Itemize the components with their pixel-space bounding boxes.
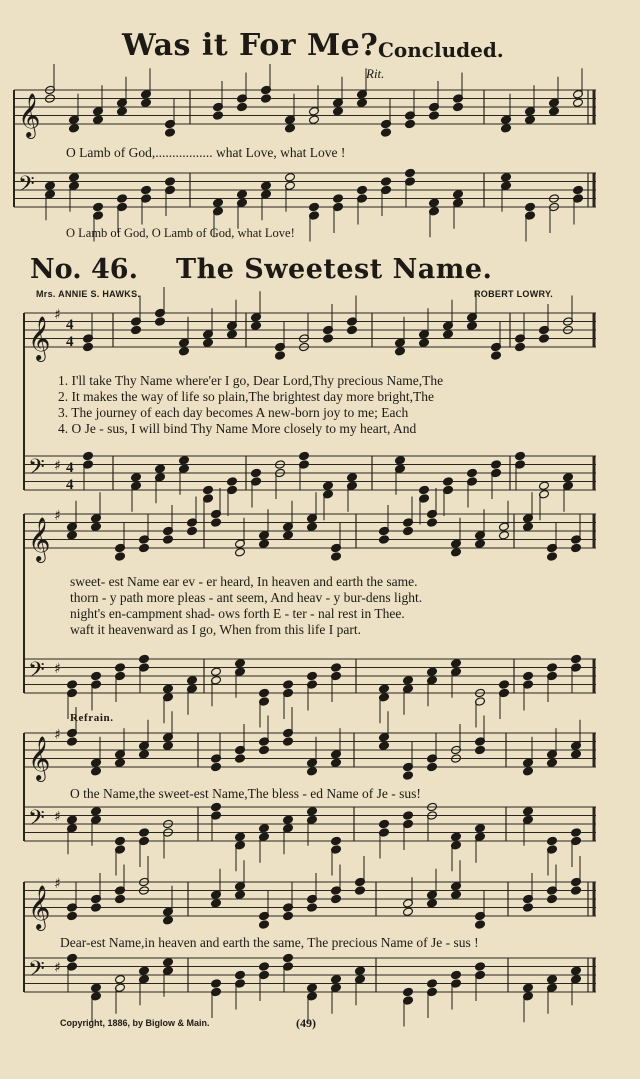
note-head	[427, 667, 438, 677]
note-head	[539, 481, 550, 491]
note-head	[395, 455, 406, 465]
note-head	[67, 953, 78, 963]
note-head	[259, 962, 270, 972]
note-head	[67, 680, 78, 690]
time-signature-top: 4	[66, 460, 74, 476]
note-head	[93, 115, 104, 125]
note-head	[139, 749, 150, 759]
note-head	[131, 472, 142, 482]
treble-clef-icon: 𝄞	[28, 736, 51, 780]
verse-1-line-2: sweet- est Name ear ev - er heard, In heaven and earth the same.	[70, 574, 418, 589]
note-head	[235, 658, 246, 668]
note-head	[165, 128, 176, 138]
note-head	[83, 342, 94, 352]
note-head	[141, 185, 152, 195]
note-head	[235, 890, 246, 900]
key-signature-sharp-icon: ♯	[54, 727, 61, 743]
note-head	[91, 983, 102, 993]
time-signature-bottom: 4	[66, 477, 74, 493]
key-signature-sharp-icon: ♯	[54, 960, 61, 976]
note-head	[451, 547, 462, 557]
note-head	[571, 654, 582, 664]
time-signature-bottom: 4	[66, 334, 74, 350]
note-head	[211, 979, 222, 989]
note-head	[403, 907, 414, 917]
note-head	[547, 663, 558, 673]
note-head	[549, 106, 560, 116]
prev-hymn-status: Concluded.	[378, 38, 504, 62]
note-head	[165, 177, 176, 187]
note-head	[299, 451, 310, 461]
note-head	[285, 172, 296, 182]
note-head	[259, 823, 270, 833]
refrain-line-1: O the Name,the sweet-est Name,The bless - ed Name of Je - sus!	[70, 786, 421, 801]
bass-clef-icon: 𝄢	[28, 806, 45, 836]
note-head	[131, 325, 142, 335]
note-head	[427, 898, 438, 908]
note-head	[283, 530, 294, 540]
key-signature-sharp-icon: ♯	[54, 508, 61, 524]
note-head	[381, 128, 392, 138]
note-head	[451, 658, 462, 668]
note-head	[499, 530, 510, 540]
note-head	[523, 903, 534, 913]
note-head	[163, 957, 174, 967]
prev-lyric-upper: O Lamb of God,................. what Love, what Love !	[66, 145, 346, 160]
bass-clef-icon: 𝄢	[28, 658, 45, 688]
note-head	[91, 766, 102, 776]
note-head	[573, 98, 584, 108]
note-head	[117, 106, 128, 116]
note-head	[427, 979, 438, 989]
note-head	[141, 98, 152, 108]
note-head	[211, 762, 222, 772]
note-head	[429, 111, 440, 121]
note-head	[523, 983, 534, 993]
prev-lyric-lower: O Lamb of God, O Lamb of God, what Love!	[66, 226, 295, 240]
note-head	[467, 321, 478, 331]
note-head	[547, 758, 558, 768]
note-head	[347, 472, 358, 482]
note-head	[283, 815, 294, 825]
note-head	[285, 123, 296, 133]
note-head	[379, 535, 390, 545]
note-head	[115, 974, 126, 984]
note-head	[211, 898, 222, 908]
note-head	[259, 539, 270, 549]
note-head	[475, 920, 486, 930]
note-head	[67, 911, 78, 921]
verse-3-line-1: 3. The journey of each day becomes A new-born joy to me; Each	[58, 405, 409, 420]
note-head	[515, 451, 526, 461]
note-head	[403, 987, 414, 997]
note-head	[403, 771, 414, 781]
note-head	[91, 522, 102, 532]
note-head	[547, 552, 558, 562]
note-head	[309, 115, 320, 125]
note-head	[91, 806, 102, 816]
hymn-title: The Sweetest Name.	[176, 254, 493, 285]
note-head	[67, 530, 78, 540]
copyright-notice: Copyright, 1886, by Biglow & Main.	[60, 1018, 210, 1028]
note-head	[331, 974, 342, 984]
note-head	[307, 522, 318, 532]
note-head	[499, 680, 510, 690]
note-head	[491, 460, 502, 470]
note-head	[115, 758, 126, 768]
note-head	[405, 119, 416, 129]
note-head	[69, 123, 80, 133]
note-head	[403, 526, 414, 536]
note-head	[307, 671, 318, 681]
note-head	[403, 811, 414, 821]
note-head	[115, 894, 126, 904]
note-head	[451, 970, 462, 980]
note-head	[283, 680, 294, 690]
note-head	[251, 468, 262, 478]
note-head	[395, 346, 406, 356]
note-head	[333, 194, 344, 204]
note-head	[355, 966, 366, 976]
note-head	[93, 202, 104, 212]
tempo-mark: Rit.	[366, 66, 385, 81]
note-head	[547, 894, 558, 904]
note-head	[523, 766, 534, 776]
note-head	[115, 552, 126, 562]
verse-3-line-2: night's en-campment shad- ows forth E - ter - nal rest in Thee.	[70, 606, 405, 621]
note-head	[259, 920, 270, 930]
note-head	[261, 181, 272, 191]
note-head	[203, 338, 214, 348]
bass-clef-icon: 𝄢	[28, 957, 45, 987]
note-head	[307, 903, 318, 913]
treble-clef-icon: 𝄞	[28, 885, 51, 929]
note-head	[117, 194, 128, 204]
note-head	[443, 329, 454, 339]
note-head	[515, 342, 526, 352]
note-head	[307, 983, 318, 993]
note-head	[259, 688, 270, 698]
note-head	[275, 351, 286, 361]
time-signature-top: 4	[66, 317, 74, 333]
note-head	[331, 836, 342, 846]
note-head	[475, 745, 486, 755]
note-head	[179, 346, 190, 356]
note-head	[139, 543, 150, 553]
note-head	[115, 836, 126, 846]
note-head	[547, 974, 558, 984]
note-head	[139, 966, 150, 976]
note-head	[491, 351, 502, 361]
refrain-line-2: Dear-est Name,in heaven and earth the same, The precious Name of Je - sus !	[60, 935, 479, 950]
verse-2-line-2: thorn - y path more pleas - ant seem, And heav - y bur-dens light.	[70, 590, 423, 605]
note-head	[259, 745, 270, 755]
note-head	[403, 675, 414, 685]
note-head	[235, 547, 246, 557]
note-head	[357, 98, 368, 108]
note-head	[237, 102, 248, 112]
note-head	[235, 832, 246, 842]
note-head	[331, 552, 342, 562]
page-number: (49)	[296, 1016, 316, 1030]
note-head	[405, 168, 416, 178]
note-head	[323, 334, 334, 344]
note-head	[261, 94, 272, 104]
bass-clef-icon: 𝄢	[28, 455, 45, 485]
prev-hymn-title: Was it For Me?	[122, 28, 379, 63]
note-head	[83, 451, 94, 461]
note-head	[419, 338, 430, 348]
note-head	[381, 177, 392, 187]
note-head	[331, 894, 342, 904]
note-head	[475, 962, 486, 972]
note-head	[429, 198, 440, 208]
note-head	[427, 518, 438, 528]
note-head	[179, 455, 190, 465]
note-head	[467, 468, 478, 478]
note-head	[357, 185, 368, 195]
note-head	[187, 526, 198, 536]
note-head	[211, 667, 222, 677]
note-head	[331, 758, 342, 768]
hymn-composer: ROBERT LOWRY.	[474, 289, 554, 299]
note-head	[523, 522, 534, 532]
verse-1-line-1: 1. I'll take Thy Name where'er I go, Dear Lord,Thy precious Name,The	[58, 373, 444, 388]
note-head	[213, 198, 224, 208]
treble-clef-icon: 𝄞	[18, 93, 41, 137]
key-signature-sharp-icon: ♯	[54, 661, 61, 677]
note-head	[571, 886, 582, 896]
note-head	[203, 485, 214, 495]
note-head	[139, 654, 150, 664]
note-head	[67, 737, 78, 747]
note-head	[571, 966, 582, 976]
note-head	[501, 123, 512, 133]
note-head	[443, 477, 454, 487]
note-head	[573, 185, 584, 195]
key-signature-sharp-icon: ♯	[54, 458, 61, 474]
note-head	[227, 329, 238, 339]
note-head	[523, 806, 534, 816]
note-head	[453, 102, 464, 112]
note-head	[115, 663, 126, 673]
verse-4-line-1: 4. O Je - sus, I will bind Thy Name More closely to my heart, And	[58, 421, 417, 436]
note-head	[539, 334, 550, 344]
treble-clef-icon: 𝄞	[28, 517, 51, 561]
note-head	[163, 741, 174, 751]
note-head	[211, 802, 222, 812]
treble-clef-icon: 𝄞	[28, 316, 51, 360]
note-head	[235, 970, 246, 980]
note-head	[251, 321, 262, 331]
note-head	[283, 953, 294, 963]
note-head	[213, 111, 224, 121]
note-head	[237, 189, 248, 199]
hymn-author: Mrs. ANNIE S. HAWKS.	[36, 289, 141, 299]
note-head	[333, 106, 344, 116]
note-head	[451, 832, 462, 842]
note-head	[419, 485, 430, 495]
note-head	[307, 806, 318, 816]
note-head	[571, 543, 582, 553]
hymn-number: No. 46.	[30, 254, 138, 285]
note-head	[523, 671, 534, 681]
verse-2-line-1: 2. It makes the way of life so plain,The brightest day more bright,The	[58, 389, 435, 404]
note-head	[547, 836, 558, 846]
note-head	[475, 823, 486, 833]
note-head	[453, 189, 464, 199]
note-head	[563, 472, 574, 482]
note-head	[475, 539, 486, 549]
note-head	[163, 684, 174, 694]
note-head	[309, 202, 320, 212]
note-head	[501, 172, 512, 182]
note-head	[307, 766, 318, 776]
note-head	[235, 754, 246, 764]
note-head	[323, 481, 334, 491]
bass-clef-icon: 𝄢	[18, 172, 35, 202]
note-head	[155, 317, 166, 327]
note-head	[571, 749, 582, 759]
note-head	[211, 518, 222, 528]
note-head	[283, 911, 294, 921]
note-head	[67, 815, 78, 825]
note-head	[69, 172, 80, 182]
note-head	[283, 737, 294, 747]
note-head	[163, 915, 174, 925]
note-head	[379, 819, 390, 829]
note-head	[155, 464, 166, 474]
note-head	[427, 762, 438, 772]
note-head	[187, 675, 198, 685]
key-signature-sharp-icon: ♯	[54, 809, 61, 825]
note-head	[347, 325, 358, 335]
refrain-label: Refrain.	[70, 712, 114, 724]
note-head	[525, 115, 536, 125]
key-signature-sharp-icon: ♯	[54, 876, 61, 892]
note-head	[571, 828, 582, 838]
note-head	[451, 890, 462, 900]
note-head	[227, 477, 238, 487]
key-signature-sharp-icon: ♯	[54, 307, 61, 323]
note-head	[91, 903, 102, 913]
note-head	[379, 741, 390, 751]
note-head	[163, 535, 174, 545]
note-head	[139, 828, 150, 838]
note-head	[379, 684, 390, 694]
note-head	[355, 886, 366, 896]
note-head	[331, 663, 342, 673]
note-head	[525, 202, 536, 212]
verse-4-line-2: waft it heavenward as I go, When from this life I part.	[70, 622, 362, 637]
note-head	[45, 181, 56, 191]
note-head	[91, 671, 102, 681]
